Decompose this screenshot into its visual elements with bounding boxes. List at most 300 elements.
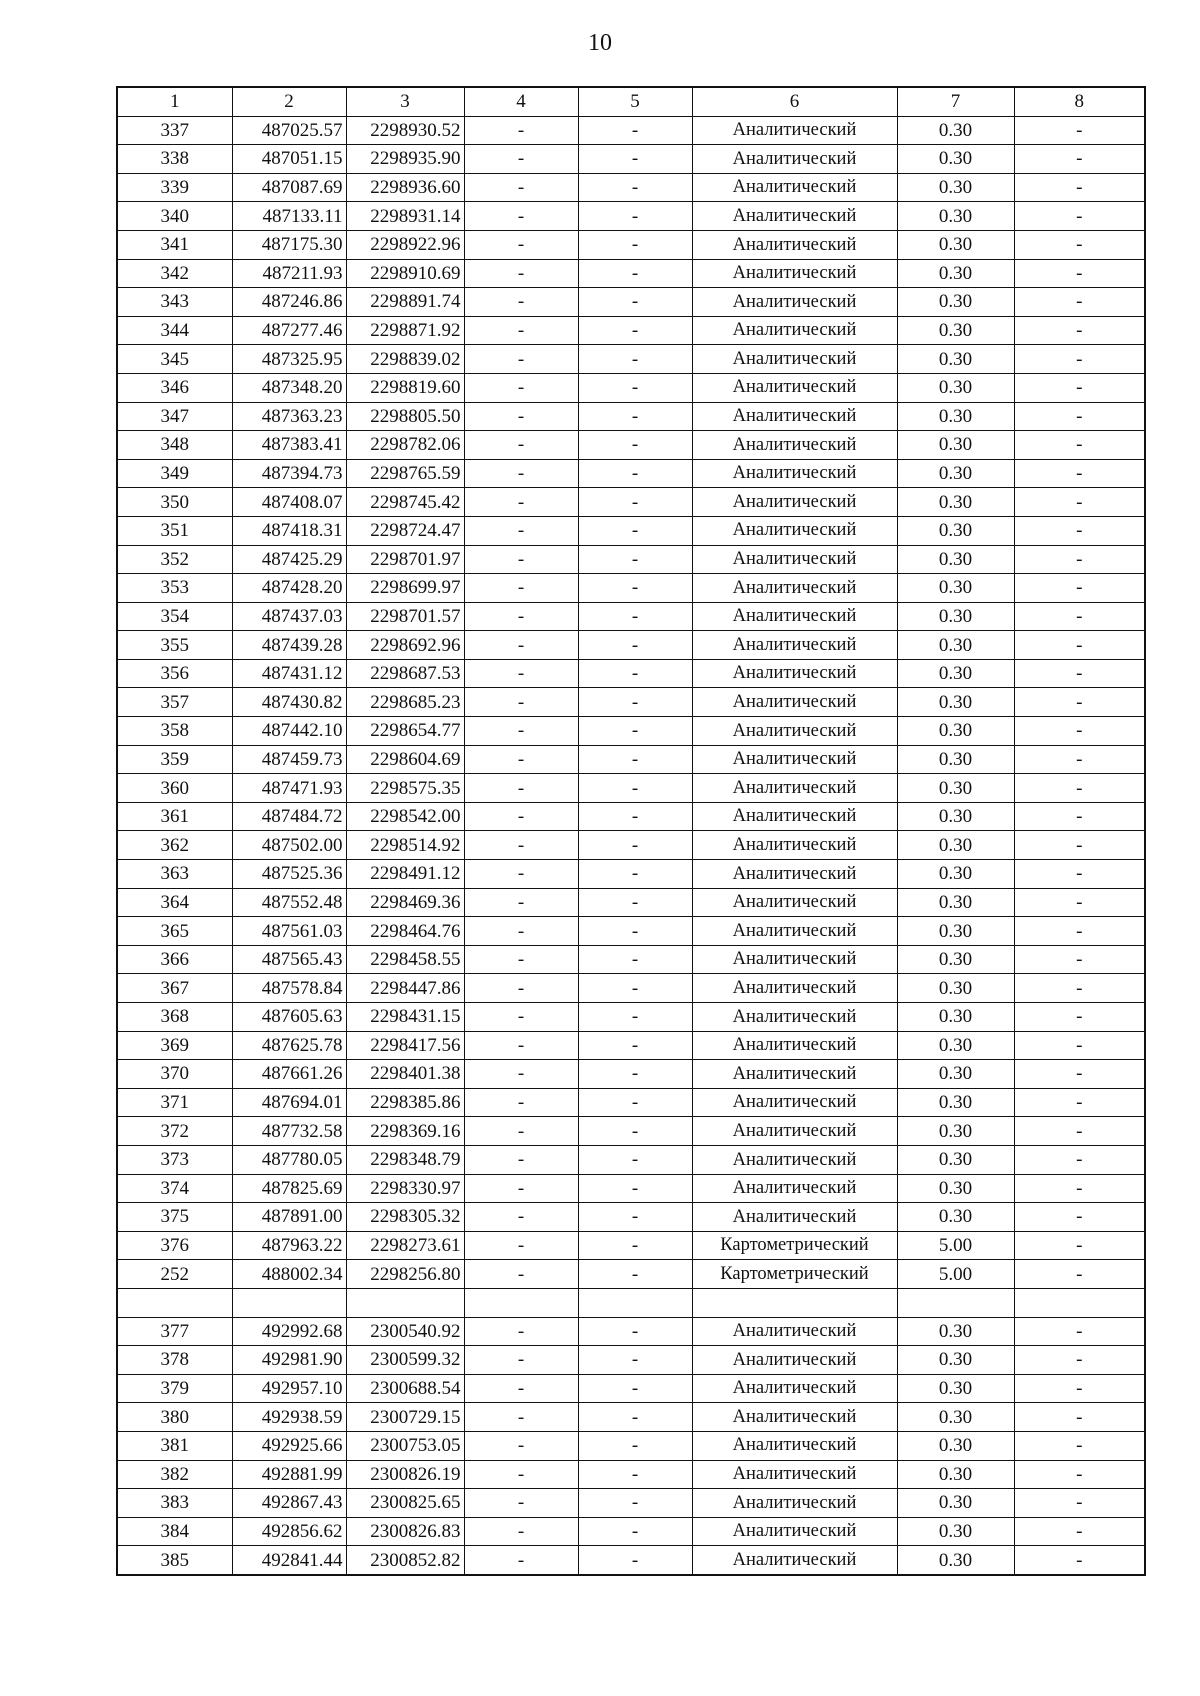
method-cell: Аналитический	[692, 774, 897, 803]
y-coordinate-cell: 2298575.35	[346, 774, 464, 803]
y-coordinate-cell: 2298464.76	[346, 917, 464, 946]
method-cell: Аналитический	[692, 1431, 897, 1460]
point-number-cell: 366	[117, 945, 232, 974]
point-number-cell: 356	[117, 659, 232, 688]
accuracy-cell: 0.30	[897, 1546, 1014, 1575]
point-number-cell: 376	[117, 1231, 232, 1260]
table-row	[117, 1546, 1145, 1575]
column-4-cell	[464, 1288, 578, 1317]
column-5-cell: -	[578, 860, 692, 889]
table-row	[117, 373, 1145, 402]
x-coordinate-cell: 492881.99	[232, 1460, 346, 1489]
column-5-cell: -	[578, 545, 692, 574]
column-5-cell: -	[578, 802, 692, 831]
accuracy-cell: 0.30	[897, 1346, 1014, 1375]
column-4-cell: -	[464, 1145, 578, 1174]
table-row	[117, 116, 1145, 145]
table-row	[117, 1031, 1145, 1060]
x-coordinate-cell: 487484.72	[232, 802, 346, 831]
column-5-cell: -	[578, 1431, 692, 1460]
column-5-cell: -	[578, 1174, 692, 1203]
y-coordinate-cell: 2298401.38	[346, 1060, 464, 1089]
y-coordinate-cell: 2298699.97	[346, 574, 464, 603]
column-5-cell: -	[578, 373, 692, 402]
x-coordinate-cell: 487348.20	[232, 373, 346, 402]
method-cell	[692, 1288, 897, 1317]
column-4-cell: -	[464, 1260, 578, 1289]
x-coordinate-cell: 487431.12	[232, 659, 346, 688]
point-number-cell: 362	[117, 831, 232, 860]
column-4-cell: -	[464, 1060, 578, 1089]
accuracy-cell: 5.00	[897, 1231, 1014, 1260]
column-8-cell: -	[1014, 259, 1145, 288]
column-5-cell: -	[578, 1003, 692, 1032]
point-number-cell: 381	[117, 1431, 232, 1460]
column-8-cell: -	[1014, 1174, 1145, 1203]
column-4-cell: -	[464, 259, 578, 288]
y-coordinate-cell: 2298765.59	[346, 459, 464, 488]
column-5-cell: -	[578, 1231, 692, 1260]
column-8-cell: -	[1014, 831, 1145, 860]
method-cell: Аналитический	[692, 802, 897, 831]
table-row	[117, 230, 1145, 259]
column-8-cell: -	[1014, 1460, 1145, 1489]
table-row	[117, 459, 1145, 488]
column-8-cell: -	[1014, 116, 1145, 145]
column-5-cell: -	[578, 688, 692, 717]
column-5-cell: -	[578, 745, 692, 774]
table-row	[117, 1431, 1145, 1460]
column-header-3: 3	[346, 87, 464, 116]
accuracy-cell: 0.30	[897, 402, 1014, 431]
point-number-cell: 339	[117, 173, 232, 202]
column-4-cell: -	[464, 1431, 578, 1460]
column-5-cell: -	[578, 1145, 692, 1174]
table-row	[117, 774, 1145, 803]
column-5-cell: -	[578, 145, 692, 174]
column-8-cell: -	[1014, 631, 1145, 660]
table-row	[117, 1203, 1145, 1232]
x-coordinate-cell: 487430.82	[232, 688, 346, 717]
column-4-cell: -	[464, 717, 578, 746]
column-header-8: 8	[1014, 87, 1145, 116]
accuracy-cell: 0.30	[897, 516, 1014, 545]
column-4-cell: -	[464, 888, 578, 917]
column-4-cell: -	[464, 202, 578, 231]
column-4-cell: -	[464, 1174, 578, 1203]
method-cell: Аналитический	[692, 545, 897, 574]
column-5-cell: -	[578, 488, 692, 517]
x-coordinate-cell: 487578.84	[232, 974, 346, 1003]
column-5-cell: -	[578, 974, 692, 1003]
method-cell: Аналитический	[692, 1346, 897, 1375]
point-number-cell: 363	[117, 860, 232, 889]
method-cell: Аналитический	[692, 230, 897, 259]
column-8-cell: -	[1014, 431, 1145, 460]
x-coordinate-cell: 487363.23	[232, 402, 346, 431]
column-4-cell: -	[464, 116, 578, 145]
column-4-cell: -	[464, 831, 578, 860]
table-row	[117, 1003, 1145, 1032]
method-cell: Аналитический	[692, 1088, 897, 1117]
column-5-cell: -	[578, 774, 692, 803]
y-coordinate-cell: 2298385.86	[346, 1088, 464, 1117]
column-8-cell: -	[1014, 1517, 1145, 1546]
point-number-cell: 375	[117, 1203, 232, 1232]
method-cell: Аналитический	[692, 459, 897, 488]
method-cell: Аналитический	[692, 288, 897, 317]
table-row	[117, 602, 1145, 631]
column-5-cell: -	[578, 259, 692, 288]
table-row	[117, 831, 1145, 860]
table-row	[117, 288, 1145, 317]
column-4-cell: -	[464, 1403, 578, 1432]
point-number-cell: 373	[117, 1145, 232, 1174]
column-4-cell: -	[464, 631, 578, 660]
column-8-cell: -	[1014, 1346, 1145, 1375]
x-coordinate-cell: 492867.43	[232, 1489, 346, 1518]
column-4-cell: -	[464, 1317, 578, 1346]
y-coordinate-cell: 2300826.83	[346, 1517, 464, 1546]
x-coordinate-cell: 487087.69	[232, 173, 346, 202]
column-8-cell: -	[1014, 1546, 1145, 1575]
x-coordinate-cell: 487211.93	[232, 259, 346, 288]
column-8-cell: -	[1014, 1431, 1145, 1460]
column-8-cell	[1014, 1288, 1145, 1317]
method-cell: Аналитический	[692, 1403, 897, 1432]
method-cell: Картометрический	[692, 1231, 897, 1260]
point-number-cell: 360	[117, 774, 232, 803]
point-number-cell: 346	[117, 373, 232, 402]
column-8-cell: -	[1014, 402, 1145, 431]
accuracy-cell: 0.30	[897, 888, 1014, 917]
column-8-cell: -	[1014, 717, 1145, 746]
column-4-cell: -	[464, 316, 578, 345]
column-5-cell: -	[578, 1117, 692, 1146]
column-5-cell: -	[578, 1374, 692, 1403]
column-5-cell: -	[578, 1460, 692, 1489]
x-coordinate-cell: 487471.93	[232, 774, 346, 803]
x-coordinate-cell: 487661.26	[232, 1060, 346, 1089]
accuracy-cell: 0.30	[897, 1145, 1014, 1174]
y-coordinate-cell: 2298458.55	[346, 945, 464, 974]
column-8-cell: -	[1014, 288, 1145, 317]
column-4-cell: -	[464, 288, 578, 317]
column-5-cell: -	[578, 917, 692, 946]
column-8-cell: -	[1014, 1203, 1145, 1232]
x-coordinate-cell: 492938.59	[232, 1403, 346, 1432]
accuracy-cell: 5.00	[897, 1260, 1014, 1289]
table-row	[117, 259, 1145, 288]
y-coordinate-cell: 2300753.05	[346, 1431, 464, 1460]
accuracy-cell: 0.30	[897, 1317, 1014, 1346]
y-coordinate-cell: 2300826.19	[346, 1460, 464, 1489]
table-row	[117, 945, 1145, 974]
method-cell: Аналитический	[692, 1317, 897, 1346]
y-coordinate-cell: 2298931.14	[346, 202, 464, 231]
table-row	[117, 1288, 1145, 1317]
point-number-cell: 351	[117, 516, 232, 545]
column-4-cell: -	[464, 1374, 578, 1403]
column-5-cell: -	[578, 659, 692, 688]
column-8-cell: -	[1014, 545, 1145, 574]
column-5-cell: -	[578, 1346, 692, 1375]
method-cell: Аналитический	[692, 402, 897, 431]
table-row	[117, 345, 1145, 374]
y-coordinate-cell: 2298431.15	[346, 1003, 464, 1032]
column-8-cell: -	[1014, 1260, 1145, 1289]
accuracy-cell: 0.30	[897, 574, 1014, 603]
column-4-cell: -	[464, 1003, 578, 1032]
x-coordinate-cell: 487891.00	[232, 1203, 346, 1232]
table-row	[117, 431, 1145, 460]
column-4-cell: -	[464, 488, 578, 517]
table-row	[117, 1060, 1145, 1089]
column-4-cell: -	[464, 1117, 578, 1146]
y-coordinate-cell: 2298542.00	[346, 802, 464, 831]
table-row	[117, 173, 1145, 202]
table-row	[117, 745, 1145, 774]
x-coordinate-cell: 487051.15	[232, 145, 346, 174]
accuracy-cell: 0.30	[897, 145, 1014, 174]
point-number-cell: 383	[117, 1489, 232, 1518]
table-row	[117, 1260, 1145, 1289]
method-cell: Аналитический	[692, 574, 897, 603]
y-coordinate-cell: 2298692.96	[346, 631, 464, 660]
column-5-cell: -	[578, 1403, 692, 1432]
point-number-cell: 355	[117, 631, 232, 660]
table-row	[117, 860, 1145, 889]
column-4-cell: -	[464, 1489, 578, 1518]
method-cell: Аналитический	[692, 1460, 897, 1489]
column-4-cell: -	[464, 745, 578, 774]
x-coordinate-cell: 487394.73	[232, 459, 346, 488]
accuracy-cell: 0.30	[897, 602, 1014, 631]
table-row	[117, 802, 1145, 831]
method-cell: Аналитический	[692, 145, 897, 174]
method-cell: Аналитический	[692, 1060, 897, 1089]
x-coordinate-cell: 487552.48	[232, 888, 346, 917]
method-cell: Аналитический	[692, 688, 897, 717]
y-coordinate-cell: 2298891.74	[346, 288, 464, 317]
column-header-1: 1	[117, 87, 232, 116]
x-coordinate-cell	[232, 1288, 346, 1317]
table-row	[117, 316, 1145, 345]
column-4-cell: -	[464, 373, 578, 402]
method-cell: Аналитический	[692, 516, 897, 545]
column-8-cell: -	[1014, 802, 1145, 831]
y-coordinate-cell: 2298871.92	[346, 316, 464, 345]
accuracy-cell: 0.30	[897, 1403, 1014, 1432]
column-4-cell: -	[464, 1546, 578, 1575]
column-5-cell: -	[578, 431, 692, 460]
column-5-cell: -	[578, 1088, 692, 1117]
column-8-cell: -	[1014, 1060, 1145, 1089]
table-row	[117, 488, 1145, 517]
x-coordinate-cell: 487502.00	[232, 831, 346, 860]
column-4-cell: -	[464, 1203, 578, 1232]
column-4-cell: -	[464, 1031, 578, 1060]
x-coordinate-cell: 487277.46	[232, 316, 346, 345]
method-cell: Аналитический	[692, 945, 897, 974]
column-8-cell: -	[1014, 1145, 1145, 1174]
column-8-cell: -	[1014, 774, 1145, 803]
column-8-cell: -	[1014, 945, 1145, 974]
x-coordinate-cell: 488002.34	[232, 1260, 346, 1289]
accuracy-cell: 0.30	[897, 688, 1014, 717]
column-5-cell: -	[578, 602, 692, 631]
accuracy-cell: 0.30	[897, 202, 1014, 231]
table-row	[117, 545, 1145, 574]
y-coordinate-cell: 2298936.60	[346, 173, 464, 202]
y-coordinate-cell: 2300599.32	[346, 1346, 464, 1375]
table-row	[117, 1489, 1145, 1518]
point-number-cell: 354	[117, 602, 232, 631]
method-cell: Аналитический	[692, 860, 897, 889]
y-coordinate-cell: 2300688.54	[346, 1374, 464, 1403]
column-5-cell: -	[578, 1517, 692, 1546]
point-number-cell: 352	[117, 545, 232, 574]
column-header-7: 7	[897, 87, 1014, 116]
table-row	[117, 516, 1145, 545]
column-8-cell: -	[1014, 659, 1145, 688]
table-row	[117, 1460, 1145, 1489]
y-coordinate-cell: 2298256.80	[346, 1260, 464, 1289]
method-cell: Аналитический	[692, 602, 897, 631]
point-number-cell: 348	[117, 431, 232, 460]
x-coordinate-cell: 487437.03	[232, 602, 346, 631]
column-4-cell: -	[464, 1346, 578, 1375]
x-coordinate-cell: 492957.10	[232, 1374, 346, 1403]
accuracy-cell: 0.30	[897, 1203, 1014, 1232]
column-5-cell: -	[578, 345, 692, 374]
accuracy-cell: 0.30	[897, 1517, 1014, 1546]
accuracy-cell: 0.30	[897, 1117, 1014, 1146]
y-coordinate-cell: 2298273.61	[346, 1231, 464, 1260]
column-5-cell: -	[578, 1060, 692, 1089]
column-4-cell: -	[464, 1517, 578, 1546]
x-coordinate-cell: 492925.66	[232, 1431, 346, 1460]
y-coordinate-cell: 2298469.36	[346, 888, 464, 917]
column-8-cell: -	[1014, 173, 1145, 202]
column-8-cell: -	[1014, 917, 1145, 946]
y-coordinate-cell	[346, 1288, 464, 1317]
column-5-cell: -	[578, 1489, 692, 1518]
table-row	[117, 1317, 1145, 1346]
point-number-cell: 377	[117, 1317, 232, 1346]
x-coordinate-cell: 487963.22	[232, 1231, 346, 1260]
accuracy-cell: 0.30	[897, 459, 1014, 488]
point-number-cell: 365	[117, 917, 232, 946]
point-number-cell: 378	[117, 1346, 232, 1375]
column-4-cell: -	[464, 145, 578, 174]
x-coordinate-cell: 487428.20	[232, 574, 346, 603]
y-coordinate-cell: 2298910.69	[346, 259, 464, 288]
column-8-cell: -	[1014, 1231, 1145, 1260]
column-4-cell: -	[464, 860, 578, 889]
column-5-cell: -	[578, 202, 692, 231]
accuracy-cell: 0.30	[897, 802, 1014, 831]
column-8-cell: -	[1014, 1317, 1145, 1346]
column-4-cell: -	[464, 345, 578, 374]
column-8-cell: -	[1014, 488, 1145, 517]
y-coordinate-cell: 2298922.96	[346, 230, 464, 259]
y-coordinate-cell: 2298819.60	[346, 373, 464, 402]
column-4-cell: -	[464, 173, 578, 202]
point-number-cell: 364	[117, 888, 232, 917]
x-coordinate-cell: 487408.07	[232, 488, 346, 517]
point-number-cell: 361	[117, 802, 232, 831]
method-cell: Аналитический	[692, 1203, 897, 1232]
column-5-cell: -	[578, 459, 692, 488]
x-coordinate-cell: 492856.62	[232, 1517, 346, 1546]
y-coordinate-cell: 2298654.77	[346, 717, 464, 746]
method-cell: Аналитический	[692, 745, 897, 774]
x-coordinate-cell: 492992.68	[232, 1317, 346, 1346]
column-8-cell: -	[1014, 316, 1145, 345]
y-coordinate-cell: 2298685.23	[346, 688, 464, 717]
column-5-cell: -	[578, 631, 692, 660]
method-cell: Аналитический	[692, 1174, 897, 1203]
point-number-cell: 252	[117, 1260, 232, 1289]
column-8-cell: -	[1014, 888, 1145, 917]
accuracy-cell: 0.30	[897, 1374, 1014, 1403]
page-number: 10	[588, 30, 612, 56]
y-coordinate-cell: 2300825.65	[346, 1489, 464, 1518]
method-cell: Аналитический	[692, 488, 897, 517]
x-coordinate-cell: 487825.69	[232, 1174, 346, 1203]
table-row	[117, 1174, 1145, 1203]
x-coordinate-cell: 487442.10	[232, 717, 346, 746]
x-coordinate-cell: 487025.57	[232, 116, 346, 145]
column-4-cell: -	[464, 459, 578, 488]
method-cell: Аналитический	[692, 1489, 897, 1518]
accuracy-cell: 0.30	[897, 488, 1014, 517]
x-coordinate-cell: 487561.03	[232, 917, 346, 946]
x-coordinate-cell: 487605.63	[232, 1003, 346, 1032]
y-coordinate-cell: 2298514.92	[346, 831, 464, 860]
y-coordinate-cell: 2298491.12	[346, 860, 464, 889]
column-5-cell: -	[578, 1031, 692, 1060]
method-cell: Картометрический	[692, 1260, 897, 1289]
column-4-cell: -	[464, 917, 578, 946]
method-cell: Аналитический	[692, 116, 897, 145]
column-4-cell: -	[464, 659, 578, 688]
table-row	[117, 1145, 1145, 1174]
column-4-cell: -	[464, 516, 578, 545]
point-number-cell: 342	[117, 259, 232, 288]
point-number-cell: 350	[117, 488, 232, 517]
accuracy-cell: 0.30	[897, 116, 1014, 145]
x-coordinate-cell: 487625.78	[232, 1031, 346, 1060]
table-row	[117, 1403, 1145, 1432]
y-coordinate-cell: 2298348.79	[346, 1145, 464, 1174]
y-coordinate-cell: 2298935.90	[346, 145, 464, 174]
column-8-cell: -	[1014, 745, 1145, 774]
column-8-cell: -	[1014, 345, 1145, 374]
point-number-cell: 340	[117, 202, 232, 231]
accuracy-cell: 0.30	[897, 1060, 1014, 1089]
x-coordinate-cell: 487246.86	[232, 288, 346, 317]
y-coordinate-cell: 2298447.86	[346, 974, 464, 1003]
column-8-cell: -	[1014, 1403, 1145, 1432]
column-5-cell: -	[578, 173, 692, 202]
column-8-cell: -	[1014, 373, 1145, 402]
column-8-cell: -	[1014, 574, 1145, 603]
method-cell: Аналитический	[692, 1145, 897, 1174]
point-number-cell: 382	[117, 1460, 232, 1489]
table-row	[117, 1117, 1145, 1146]
